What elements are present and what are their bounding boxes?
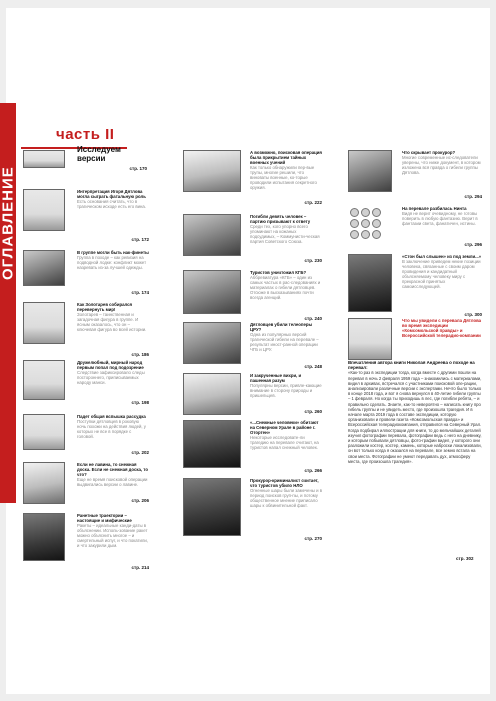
medallion-icon	[372, 219, 381, 228]
col2-item-6	[250, 478, 322, 544]
col2-item-1-page: стр. 230	[304, 258, 322, 263]
contents-sidebar-label: ОГЛАВЛЕНИЕ	[0, 166, 17, 280]
col1-item-1-page: стр. 172	[131, 237, 149, 242]
photo-rocket-sky	[23, 513, 65, 561]
col1-item-1-desc: Есть основания считать, что в трагическом исходе есть его вина.	[77, 199, 147, 209]
col2-item-6-desc: Огненные шары были замечены и в период поисков груп-пы, и потому общественное мнение приписало шары к обвинительной факт.	[250, 488, 322, 508]
photo-sky-lights	[183, 373, 241, 415]
impressions-page: стр. 302	[456, 556, 474, 561]
col2-item-0-title: А возможно, поисковая операция была прикрытием тайных военных учений	[250, 150, 322, 165]
col1-item-5	[77, 414, 149, 458]
col1-item-0-page: стр. 170	[129, 166, 147, 171]
col1-item-5-title: Падет общая вспышка рассудка	[77, 414, 146, 419]
col1-item-7	[77, 513, 149, 573]
col3-item-1-page: стр. 296	[464, 242, 482, 247]
col3-item-0	[402, 150, 482, 204]
col2-item-4-desc: Популярны версии, привле-кающие внимание в сторону природы и пришельцев.	[250, 383, 322, 398]
col1-item-3-page: стр. 186	[131, 352, 149, 357]
col1-item-5-desc: Поступки дятловцев в роковую ночь похожи на действия людей, у которых не все в порядке с головой.	[77, 419, 146, 439]
col1-item-2-desc: Группа в походе – как ревизия на подводной лодке: конфликт может назревать из-за лучшей одежды.	[77, 255, 147, 270]
col2-item-0-desc: Как только обнаружили пер-вые трупы, многие решили, что виноваты военные, ко-торые проводили испытания секретного оружия.	[250, 165, 317, 190]
photo-agents	[183, 322, 241, 364]
photo-explosion	[183, 150, 241, 192]
col2-item-2	[250, 270, 322, 324]
col2-item-4-page: стр. 260	[304, 409, 322, 414]
col2-item-2-title: Туристов уничтожил КГБ?	[250, 270, 307, 275]
photo-mountain-slope	[23, 414, 65, 450]
col1-item-4	[77, 360, 149, 406]
col2-item-5-desc: Некоторые исследовате-ли трагедию на перевале считают, на туристов напал снежный человек.	[250, 435, 319, 450]
photo-skiers	[23, 150, 65, 168]
col3-item-3	[402, 318, 482, 358]
col1-item-6-desc: Еще не время поисковой операции выдвигались версии о лавине.	[77, 477, 148, 487]
col1-item-4-page: стр. 198	[131, 400, 149, 405]
col3-item-0-title: Что скрывает прокурор?	[402, 150, 456, 155]
col1-item-0-title: Исследуем версии	[77, 145, 121, 163]
col1-item-4-title: Дружелюбный, мирный народ первым попал под подозрение	[77, 360, 144, 370]
medallion-icon	[350, 208, 359, 217]
col1-item-3-desc: Золотарев – таинственная и загадочная фигура в группе. И ясным оказалось, что он – ключевая фигура во всей истории.	[77, 312, 147, 332]
medallion-icon	[350, 219, 359, 228]
col1-item-6	[77, 462, 149, 506]
impressions-block	[348, 360, 482, 464]
photo-zolotarev	[23, 302, 65, 344]
col1-item-3	[77, 302, 149, 360]
col2-item-2-page: стр. 240	[304, 316, 322, 321]
col3-item-2	[402, 254, 482, 318]
medallion-icon	[372, 230, 381, 239]
part-title: часть II	[56, 126, 115, 143]
col2-item-0	[250, 150, 322, 208]
col1-item-2-title: В группе могли быть нак-финеты	[77, 250, 149, 255]
col1-item-1	[77, 189, 149, 243]
col3-item-1-title: На перевале разбилась Нинта	[402, 206, 467, 211]
col2-item-3-desc: Одна из популярных версий трагической гибели на перевале – результат иност-ранной операции ЧГБ и ЦРУ.	[250, 332, 319, 352]
col2-item-5-title: «...Снежные человеки» обитают на Северном Урале в районе г. Отортен»	[250, 420, 319, 435]
photo-ufo	[183, 478, 241, 536]
col1-item-5-page: стр. 202	[131, 450, 149, 455]
medallion-icon	[361, 230, 370, 239]
col2-item-3	[250, 322, 322, 370]
col3-item-1	[402, 206, 482, 252]
col2-item-5-page: стр. 266	[304, 468, 322, 473]
impressions-title: Впечатления автора книги Николая Андреева о походе на перевал:	[348, 360, 475, 371]
col1-item-4-desc: Следствие зафиксировало следы постороннего, приписываемых народу манси.	[77, 370, 145, 385]
col1-item-3-title: Как Золотарев собирался перевернуть мир!	[77, 302, 133, 312]
col2-item-6-page: стр. 270	[304, 536, 322, 541]
col3-item-0-page: стр. 294	[464, 194, 482, 199]
col2-item-3-title: Дятловцев убили телеоперы ЦРУ?	[250, 322, 313, 332]
col3-item-0-desc: Многие современные ис-следователи уверены, что ниже документ, в котором изложена вся правда о гибели группы Дятлова.	[402, 155, 481, 175]
medallion-icon	[350, 230, 359, 239]
col2-item-3-page: стр. 248	[304, 364, 322, 369]
col2-item-1-title: Погибли девять человек – партию призывают к ответу	[250, 214, 311, 224]
col1-item-2-page: стр. 174	[131, 290, 149, 295]
photo-snow-field	[23, 462, 65, 504]
impressions-body: «Как-то раз в экспедиции тогда, когда вместе с другими пошли на перевал в ночь 2 февраля 1959 года – знакомились с материалами, видел в архивах, встречался с участниками поисковой опе-рации, анализировали различные версии с экспертами. Нечто было только в конце 2018 года, и вот я снова вернулся в 40-летие гибели группы – 1 февраля. Но когда ты приходишь в лес, где погибли ребята, – и правильно сделать. Знаете, как-то невероятно – написать книгу про гибель группы и не увидеть место, где произошла трагедия. И в начале марта 2019 года в составе экспедиции, которую организовали и провели газета «Комсомольская правда» и Всероссийская телерадиокомпания, отправился на Северный Урал. Когда подбирал иллюстрации для книги, то до мельчайших деталей изучил фотографии перевала, фотографии ведь с него на дневнику, и которым побывали дятловцы, фото-графии видел, у которого они разложили костер, костер, камень, которые наброски локализовали, он вот только когда я оказался на перевале, все земно встала на свои места. Фотографии не умеют передавать дух, атмосферу места, где произошла трагедия».	[348, 370, 482, 464]
col2-item-4-title: И закрученные вихри, и пашенная разум	[250, 373, 302, 383]
col2-item-0-page: стр. 222	[304, 200, 322, 205]
col1-item-1-title: Интерпретация Игоря Дятлова могла сыграть фатальную роль	[77, 189, 146, 199]
medallion-icon	[361, 219, 370, 228]
col3-item-2-page: стр. 300	[464, 312, 482, 317]
col3-item-3-title: Что мы увидели с перевала Дятлова во время экспедиции «Комсомольской правды» и Всероссийской телерадио-компании	[402, 318, 482, 338]
col2-item-1-desc: Среди тех, кого упорно всего упоминают на кожаных подсудимых, – Коммунисти-ческая партия Советского Союза.	[250, 224, 320, 244]
col1-item-7-page: стр. 214	[131, 565, 149, 570]
medallion-icon	[361, 208, 370, 217]
col1-item-2	[77, 250, 149, 298]
col3-item-2-desc: В заключение приведем некие позиции человека, связанные с своим даром провидения и кандидатный объясняемому человеку миру с прекрасной принятых самоисследующей.	[402, 259, 481, 289]
photo-kgb-document	[183, 270, 241, 314]
photo-yeti	[183, 420, 241, 468]
photo-expedition	[348, 318, 392, 360]
photo-underground	[348, 254, 392, 312]
col2-item-4	[250, 373, 322, 417]
photo-tent	[23, 360, 65, 400]
col1-item-0	[77, 146, 147, 176]
col1-item-7-desc: Ракеты – идеальные канди-даты в объяснении. Исполь-зование ракет можно объяснить многое – и смертельный испуг, и что покатили, и что закурили дым.	[77, 523, 149, 548]
col2-item-1	[250, 214, 322, 266]
col3-item-2-title: «Стон был слышен» из под земли...»	[402, 254, 482, 259]
col1-item-7-title: Ранетные траектории – настоящие и мифические	[77, 513, 132, 523]
col1-item-6-page: стр. 206	[131, 498, 149, 503]
photo-kremlin	[183, 214, 241, 256]
col2-item-5	[250, 420, 322, 476]
col1-item-6-title: Если не лавина, то снежная доска. Если не снежная доска, то что?	[77, 462, 148, 477]
medallion-icon	[372, 208, 381, 217]
photo-prosecutor	[348, 150, 392, 192]
medallions-grid	[350, 208, 381, 239]
photo-winter-camp	[23, 189, 65, 231]
col2-item-2-desc: Аббревиатура «КГБ» – один из самых частых в рас-следованиях и материалах о гибели дятловцев. Отсюже в высказываниях почти всегда агенций.	[250, 275, 321, 300]
col2-item-6-title: Прокурор-криминалист считает, что туристов убило НЛО	[250, 478, 319, 488]
col3-item-1-desc: Видя не верит очевидному, не готовы поверить в любую фантазию. Верит в фантазии света, фанатичен, истины.	[402, 211, 478, 226]
photo-group	[23, 250, 65, 286]
